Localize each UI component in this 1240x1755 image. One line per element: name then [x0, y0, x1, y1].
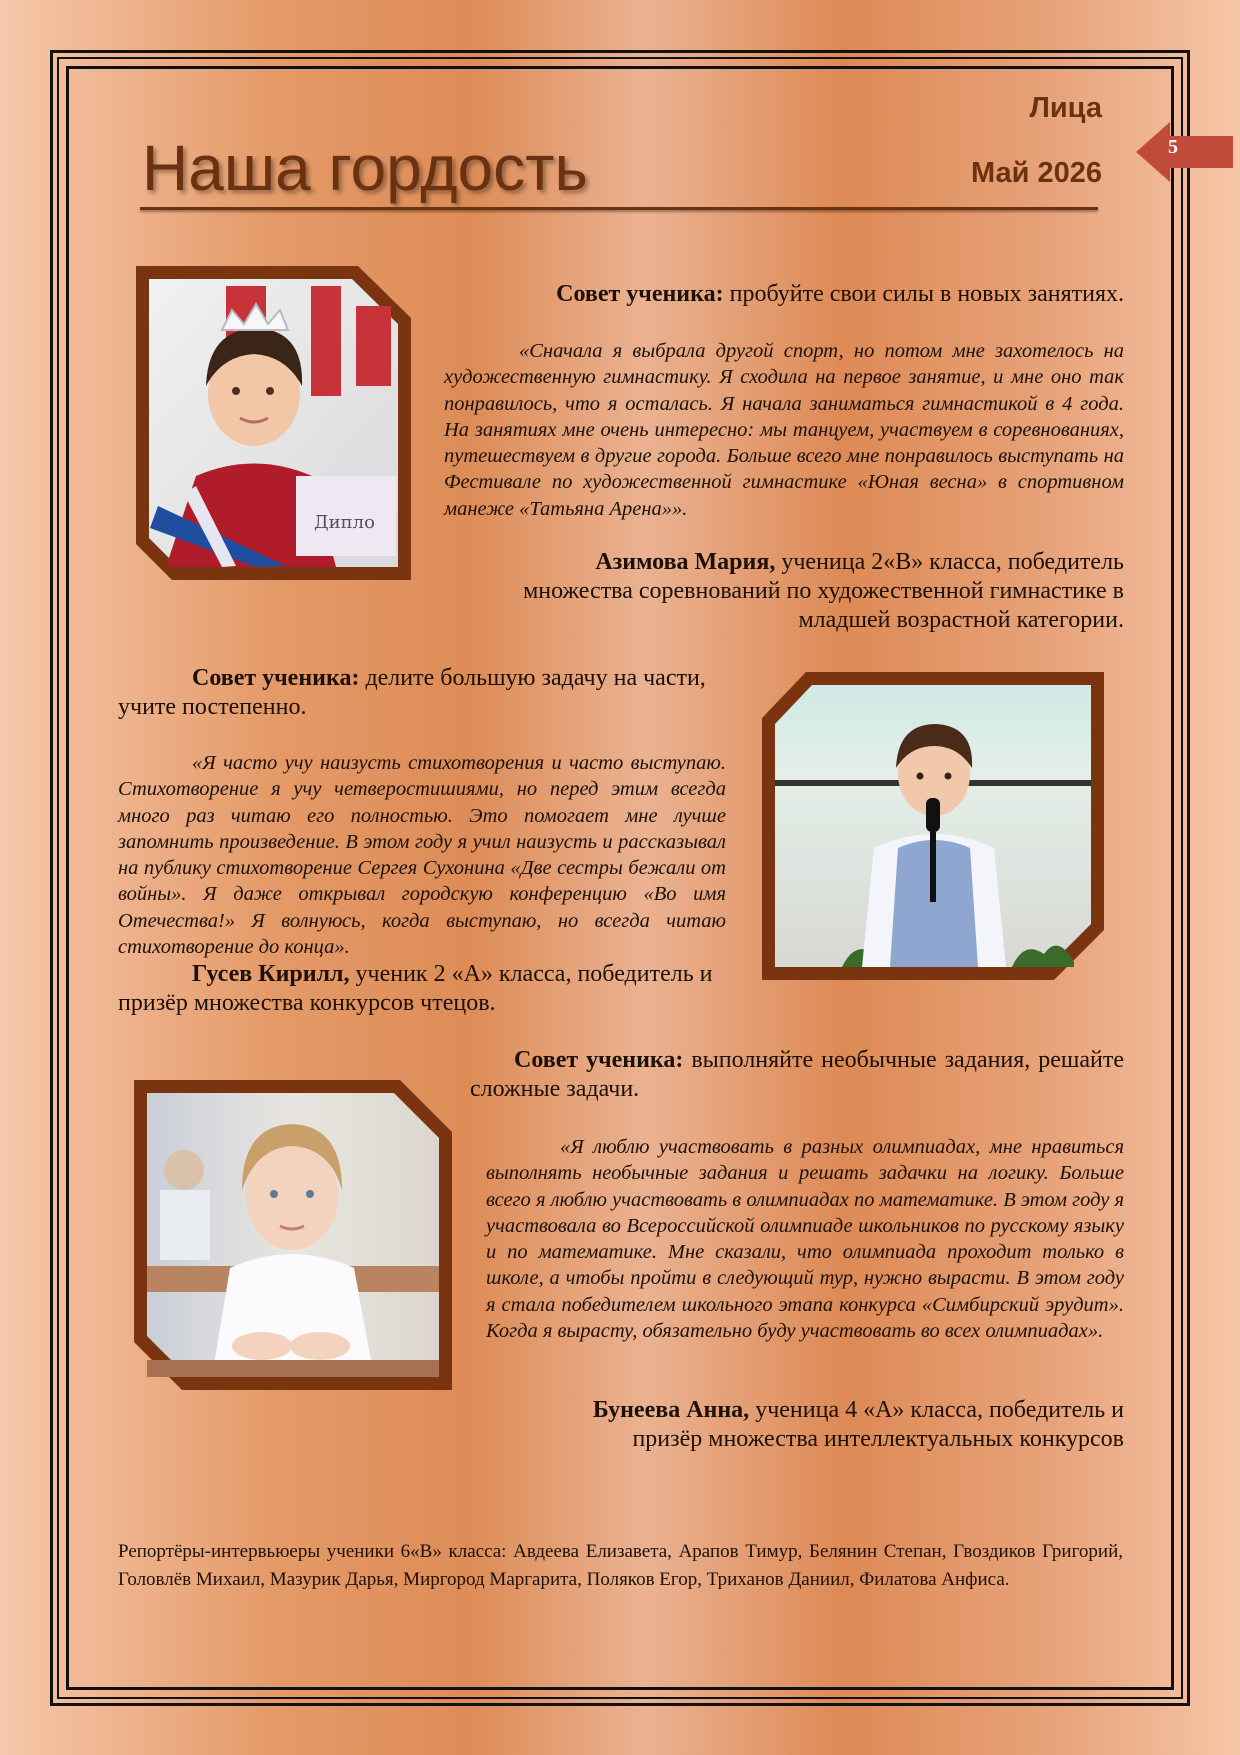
- student-name: Гусев Кирилл,: [192, 961, 350, 987]
- photo-buneeva: [134, 1080, 452, 1390]
- student-description: ученица 4 «А» класса, победитель и призёр множества интеллектуальных конкурсов: [632, 1397, 1124, 1452]
- profile-azimova-advice: [440, 280, 1124, 309]
- advice-label: Совет ученика:: [556, 281, 724, 307]
- page-number: 5: [1168, 136, 1178, 158]
- advice-text: пробуйте свои силы в новых занятиях.: [723, 281, 1124, 307]
- advice-label: Совет ученика:: [514, 1047, 684, 1073]
- page-title: Наша гордость: [142, 132, 588, 204]
- profile-buneeva-quote: [486, 1134, 1124, 1344]
- student-description: ученица 2«В» класса, победитель множества соревнований по художественной гимнастике в младшей возрастной категории.: [523, 549, 1124, 633]
- student-description: ученик 2 «А» класса, победитель и призёр множества конкурсов чтецов.: [118, 961, 713, 1016]
- section-label: Лица: [1029, 92, 1102, 124]
- profile-gusev-advice: [118, 664, 733, 722]
- profile-gusev-author: [118, 960, 740, 1018]
- reporters-credits: Репортёры-интервьюеры ученики 6«В» класса: Авдеева Елизавета, Арапов Тимур, Белянин Степан, Гвоздиков Григорий, Головлёв Михаил, Мазурик Дарья, Миргород Маргарита, Поляков Егор, Триханов Даниил, Филатова Анфиса.: [118, 1541, 1123, 1590]
- photo-azimova: [136, 266, 411, 580]
- profile-azimova-quote: [444, 338, 1124, 522]
- photo-gusev: [762, 672, 1104, 980]
- student-name: Бунеева Анна,: [592, 1397, 750, 1423]
- profile-buneeva-author: [560, 1396, 1124, 1454]
- title-underline: [140, 207, 1098, 210]
- quote-text: «Я часто учу наизусть стихотворения и часто выступаю. Стихотворение я учу четверостишиями, но перед этим всегда много раз читаю его полностью. Это помогает мне лучше запомнить произведение. В этом году я учил наизусть и рассказывал на публику стихотворение Сергея Сухонина «Две сестры бежали от войны». Я даже открывал городскую конференцию «Во имя Отечества!» Я волнуюсь, когда выступаю, но всегда читаю стихотворение до конца».: [118, 752, 726, 959]
- profile-azimova-author: [500, 548, 1124, 635]
- advice-label: Совет ученика:: [192, 665, 360, 691]
- student-name: Азимова Мария,: [595, 549, 776, 575]
- issue-date: Май 2026: [970, 157, 1102, 189]
- quote-text: «Сначала я выбрала другой спорт, но потом мне захотелось на художественную гимнастику. Я сходила на первое занятие, и мне оно так понравилось, что я осталась. Я начала заниматься гимнастикой в 4 года. На занятиях мне очень интересно: мы танцуем, участвуем в соревнованиях, путешествуем в другие города. Больше всего мне понравилось выступать на Фестивале по художественной гимнастике «Юная весна» в спортивном манеже «Татьяна Арена»».: [444, 340, 1124, 520]
- svg-text:Дипло: Дипло: [314, 512, 375, 533]
- profile-buneeva-advice: [470, 1046, 1124, 1104]
- quote-text: «Я люблю участвовать в разных олимпиадах, мне нравиться выполнять необычные задания и решать задачки на логику. Больше всего я люблю участвовать в олимпиадах по математике. В этом году я участвовала во Всероссийской олимпиаде школьников по русскому языку и по математике. Мне сказали, что олимпиада проходит только в школе, а чтобы пройти в следующий тур, нужно вырасти. В этом году я стала победителем школьного этапа конкурса «Симбирский эрудит». Когда я вырасту, обязательно буду участвовать во всех олимпиадах».: [486, 1136, 1124, 1343]
- profile-gusev-quote: [118, 750, 726, 960]
- advice-text: делите большую задачу на части, учите постепенно.: [118, 665, 706, 720]
- advice-text: выполняйте необычные задания, решайте сложные задачи.: [470, 1047, 1125, 1102]
